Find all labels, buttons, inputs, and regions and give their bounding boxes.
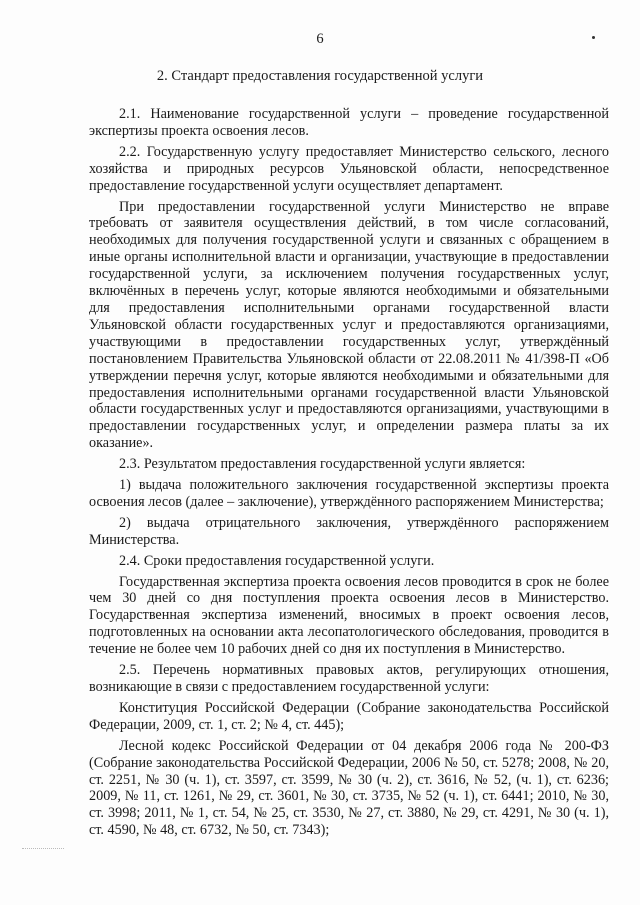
list-item-forest-code: Лесной кодекс Российской Федерации от 04 декабря 2006 года № 200-ФЗ (Собрание законодательства Российской Федерации, 2006 № 50, ст. 5278; 2008, № 20, ст. 2251, № 30 (ч. 1), ст. 3597, ст. 3599, № 30 (ч. 2), ст. 3616, № 52, (ч. 1), ст. 6236; 2009, № 11, ст. 1261, № 29, ст. 3601, № 30, ст. 3735, № 52 (ч. 1), ст. 6441; 2010, № 30, ст. 3998; 2011, № 1, ст. 54, № 25, ст. 3530, № 27, ст. 3880, № 29, ст. 4291, № 30 (ч. 1), ст. 4590, № 48, ст. 6732, № 50, ст. 7343);: [89, 737, 609, 839]
document-body: [89, 106, 609, 839]
margin-artifact: [22, 848, 64, 849]
paragraph-2-3: 2.3. Результатом предоставления государственной услуги является:: [119, 456, 526, 473]
scan-mark: [592, 36, 595, 39]
paragraph-deadlines: Государственная экспертиза проекта освоения лесов проводится в срок не более чем 30 дней со дня поступления проекта освоения лесов в Министерство. Государственная экспертиза изменений, вносимых в проект освоения лесов, подготовленных на основании акта лесопатологического обследования, проводится в течение не более чем 10 рабочих дней со дня их поступления в Министерство.: [89, 573, 609, 658]
paragraph-restrictions: При предоставлении государственной услуги Министерство не вправе требовать от заявителя осуществления действий, в том числе согласований, необходимых для получения государственной услуги и связанных с обращением в иные органы исполнительной власти и организации, участвующие в предоставлении государственной услуги, за исключением получения государственных услуг, включённых в перечень услуг, которые являются необходимыми и обязательными для предоставления исполнительными органами государственной власти Ульяновской области государственных услуг и предоставляются организациями, участвующими в предоставлении государственных услуг, утверждённый постановлением Правительства Ульяновской области от 22.08.2011 № 41/398-П «Об утверждении перечня услуг, которые являются необходимыми и обязательными для предоставления исполнительными органами государственной власти Ульяновской области государственных услуг и предоставляются организациями, участвующими в предоставлении государственных услуг, и определении размера платы за их оказание».: [89, 198, 609, 452]
list-item-constitution: Конституция Российской Федерации (Собрание законодательства Российской Федерации, 2009, ст. 1, ст. 2; № 4, ст. 445);: [89, 699, 609, 733]
list-item-result-2: 2) выдача отрицательного заключения, утверждённого распоряжением Министерства.: [89, 514, 609, 548]
list-item-result-1: 1) выдача положительного заключения государственной экспертизы проекта освоения лесов (далее – заключение), утверждённого распоряжением Министерства;: [89, 477, 609, 510]
page-number: 6: [316, 31, 324, 47]
section-heading: 2. Стандарт предоставления государственной услуги: [156, 68, 484, 84]
paragraph-2-5: 2.5. Перечень нормативных правовых актов, регулирующих отношения, возникающие в связи с предоставлением государственной услуги:: [89, 662, 609, 695]
paragraph-2-2: 2.2. Государственную услугу предоставляет Министерство сельского, лесного хозяйства и природных ресурсов Ульяновской области, непосредственное предоставление государственной услуги осуществляет департамент.: [89, 143, 609, 194]
paragraph-2-4: 2.4. Сроки предоставления государственной услуги.: [119, 552, 435, 569]
paragraph-2-1: 2.1. Наименование государственной услуги – проведение государственной экспертизы проекта освоения лесов.: [89, 106, 609, 139]
